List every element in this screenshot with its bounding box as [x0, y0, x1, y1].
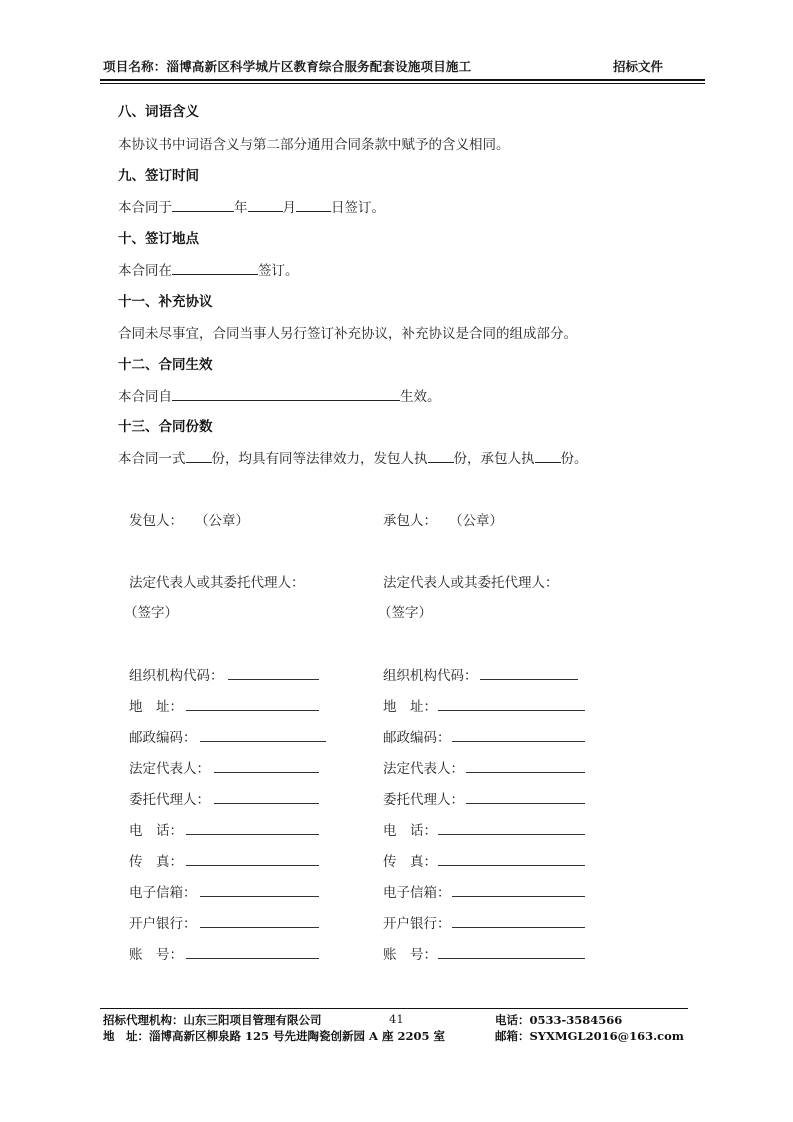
signing-year-blank[interactable] [172, 197, 234, 212]
section-heading-signing-time: 九、签订时间 [118, 168, 199, 184]
contractor-address-blank[interactable] [438, 710, 585, 711]
section-text-definitions: 本协议书中词语含义与第二部分通用合同条款中赋予的含义相同。 [118, 137, 510, 153]
header-project-label: 项目名称： [103, 59, 167, 74]
header-doc-type: 招标文件 [613, 59, 664, 74]
contractor-field-address: 地 址： [383, 699, 437, 715]
copies-total-blank[interactable] [186, 448, 212, 463]
effectiveness-prefix: 本合同自 [118, 389, 172, 405]
section-heading-definitions: 八、词语含义 [118, 104, 199, 120]
contractor-agent-blank[interactable] [466, 803, 585, 804]
contractor-account-blank[interactable] [438, 958, 585, 959]
effectiveness-suffix: 生效。 [400, 389, 441, 405]
copies-employer-blank[interactable] [428, 448, 454, 463]
effectiveness-line [118, 385, 441, 405]
contractor-party [383, 509, 503, 529]
section-heading-copies: 十三、合同份数 [118, 419, 213, 435]
copies-prefix: 本合同一式 [118, 451, 186, 467]
section-heading-supplement: 十一、补充协议 [118, 294, 213, 310]
section-heading-signing-place: 十、签订地点 [118, 231, 199, 247]
contractor-field-agent: 委托代理人： [383, 792, 464, 808]
employer-postcode-blank[interactable] [200, 741, 326, 742]
employer-address-blank[interactable] [186, 710, 319, 711]
contractor-field-phone: 电 话： [383, 823, 437, 839]
employer-account-blank[interactable] [186, 958, 319, 959]
copies-suffix: 份。 [560, 451, 588, 467]
contractor-field-legal-rep: 法定代表人： [383, 761, 464, 777]
contractor-fax-blank[interactable] [438, 865, 585, 866]
page-number: 41 [389, 1012, 404, 1026]
contractor-legal-rep-blank[interactable] [466, 772, 585, 773]
employer-fax-blank[interactable] [186, 865, 319, 866]
copies-mid1: 份，均具有同等法律效力，发包人执 [211, 451, 428, 467]
copies-mid2: 份，承包人执 [453, 451, 535, 467]
employer-field-fax: 传 真： [129, 854, 183, 870]
contractor-bank-blank[interactable] [452, 927, 585, 928]
employer-field-bank: 开户银行： [129, 916, 197, 932]
employer-field-agent: 委托代理人： [129, 792, 210, 808]
employer-legal-rep-blank[interactable] [214, 772, 319, 773]
header-project-name: 淄博高新区科学城片区教育综合服务配套设施项目施工 [166, 59, 472, 74]
effectiveness-blank[interactable] [172, 386, 400, 401]
signing-month-blank[interactable] [248, 197, 283, 212]
header-rule-thin [100, 83, 705, 84]
signing-place-suffix: 签订。 [258, 263, 299, 279]
signing-place-blank[interactable] [172, 260, 258, 275]
signing-month-label: 月 [282, 200, 296, 216]
employer-rep-label: 法定代表人或其委托代理人： [129, 575, 305, 591]
footer-email: 邮箱：SYXMGL2016@163.com [495, 1029, 684, 1043]
contractor-field-org-code: 组织机构代码： [383, 668, 478, 684]
contractor-seal: （公章） [449, 513, 503, 529]
contractor-sign-label: （签字） [378, 605, 432, 621]
employer-field-account: 账 号： [129, 947, 183, 963]
contractor-email-blank[interactable] [452, 896, 585, 897]
signing-year-label: 年 [234, 200, 248, 216]
copies-contractor-blank[interactable] [535, 448, 561, 463]
employer-email-blank[interactable] [200, 896, 319, 897]
signing-day-blank[interactable] [296, 197, 331, 212]
contractor-org-code-blank[interactable] [480, 679, 578, 680]
employer-party [129, 509, 249, 529]
employer-field-address: 地 址： [129, 699, 183, 715]
signing-time-line [118, 196, 385, 216]
footer-phone: 电话：0533-3584566 [495, 1013, 623, 1027]
signing-place-prefix: 本合同在 [118, 263, 172, 279]
section-heading-effectiveness: 十二、合同生效 [118, 357, 213, 373]
contractor-field-postcode: 邮政编码： [383, 730, 451, 746]
header-rule-thick [100, 79, 705, 81]
employer-field-org-code: 组织机构代码： [129, 668, 224, 684]
employer-field-phone: 电 话： [129, 823, 183, 839]
employer-field-postcode: 邮政编码： [129, 730, 197, 746]
employer-seal: （公章） [195, 513, 249, 529]
copies-line [118, 447, 588, 467]
contractor-rep-label: 法定代表人或其委托代理人： [383, 575, 559, 591]
signing-day-label: 日签订。 [331, 200, 385, 216]
footer-address: 地 址：淄博高新区柳泉路 125 号先进陶瓷创新园 A 座 2205 室 [103, 1029, 445, 1043]
employer-bank-blank[interactable] [200, 927, 319, 928]
footer-rule [100, 1008, 688, 1009]
header-project-title [103, 57, 471, 75]
contractor-field-email: 电子信箱： [383, 885, 451, 901]
employer-field-email: 电子信箱： [129, 885, 197, 901]
contractor-phone-blank[interactable] [438, 834, 585, 835]
contractor-field-bank: 开户银行： [383, 916, 451, 932]
employer-agent-blank[interactable] [214, 803, 319, 804]
employer-label: 发包人： [129, 513, 183, 529]
contractor-postcode-blank[interactable] [452, 741, 585, 742]
employer-org-code-blank[interactable] [228, 679, 319, 680]
signing-time-prefix: 本合同于 [118, 200, 172, 216]
section-text-supplement: 合同未尽事宜，合同当事人另行签订补充协议，补充协议是合同的组成部分。 [118, 326, 577, 342]
employer-field-legal-rep: 法定代表人： [129, 761, 210, 777]
footer-agency: 招标代理机构：山东三阳项目管理有限公司 [103, 1013, 322, 1027]
employer-sign-label: （签字） [124, 605, 178, 621]
employer-phone-blank[interactable] [186, 834, 319, 835]
contractor-label: 承包人： [383, 513, 437, 529]
contractor-field-account: 账 号： [383, 947, 437, 963]
signing-place-line [118, 259, 299, 279]
contractor-field-fax: 传 真： [383, 854, 437, 870]
